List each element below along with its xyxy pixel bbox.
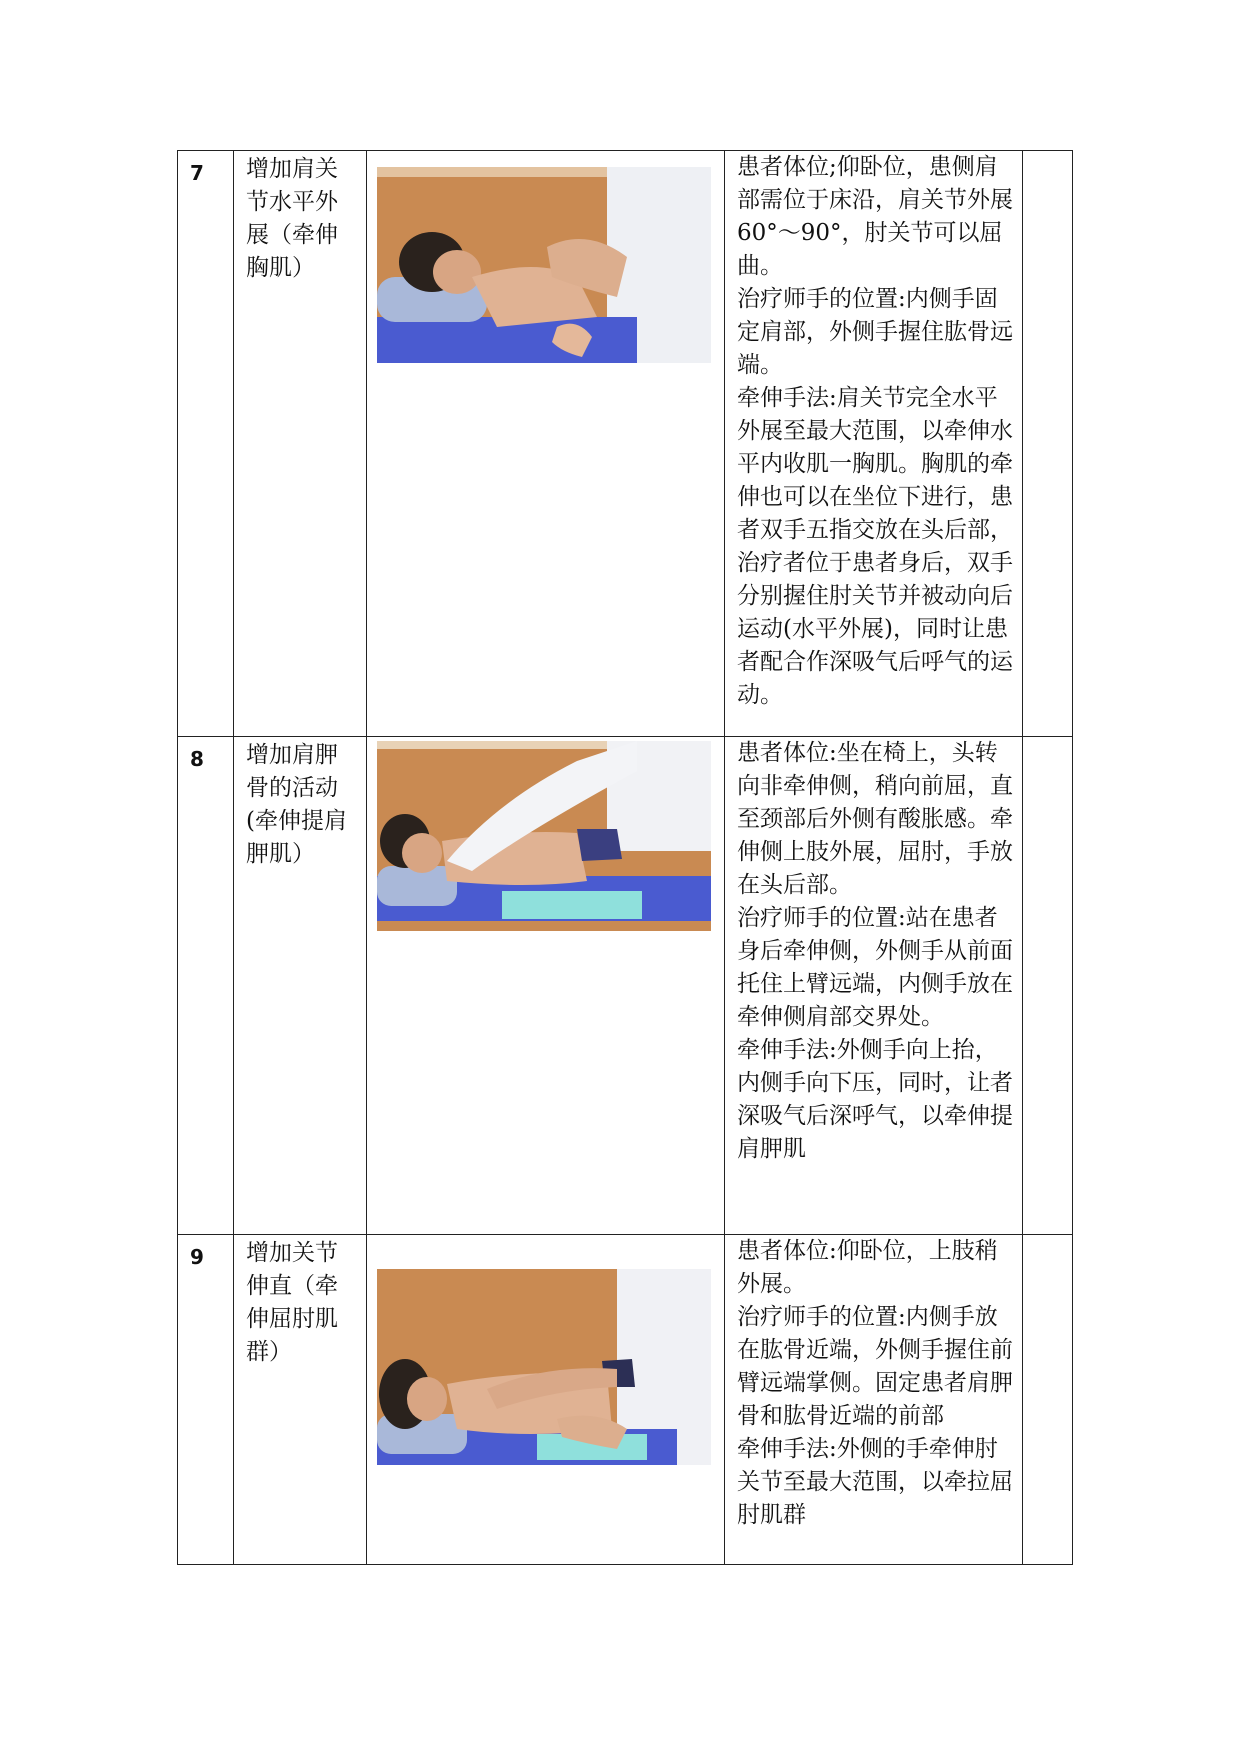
therapist-hand-position: 治疗师手的位置:内侧手放在肱骨近端，外侧手握住前臂远端掌侧。固定患者肩胛骨和肱骨近端的前部 <box>737 1304 1013 1429</box>
row-description <box>725 737 1022 1166</box>
row-title: 增加肩关 节水平外 展（牵伸 胸肌） <box>246 156 338 281</box>
therapist-hand-position: 治疗师手的位置:站在患者身后牵伸侧，外侧手从前面托住上臂远端，内侧手放在牵伸侧肩部交界处。 <box>737 905 1013 1030</box>
stretch-technique: 牵伸手法:肩关节完全水平外展至最大范围，以牵伸水平内收肌一胸肌。胸肌的牵伸也可以在坐位下进行，患者双手五指交放在头后部，治疗者位于患者身后，双手分别握住肘关节并被动向后运动(水平外展)，同时让患者配合作深吸气后呼气的运动。 <box>737 385 1013 708</box>
row-number: 7 <box>190 161 204 185</box>
row-title: 增加肩胛 骨的活动 (牵伸提肩 胛肌） <box>246 742 347 867</box>
patient-position: 患者体位:坐在椅上，头转向非牵伸侧，稍向前屈，直至颈部后外侧有酸胀感。牵伸侧上肢外展，屈肘，手放在头后部。 <box>737 740 1013 898</box>
row-title: 增加关节 伸直（牵 伸屈肘肌 群） <box>246 1240 338 1365</box>
levator-scapulae-stretch-photo <box>377 741 711 931</box>
table-row <box>178 151 1073 737</box>
patient-position: 患者体位;仰卧位，患侧肩部需位于床沿，肩关节外展60°～90°，肘关节可以屈曲。 <box>737 154 1013 279</box>
row-number: 8 <box>190 747 204 771</box>
stretch-technique: 牵伸手法:外侧的手牵伸肘关节至最大范围，以牵拉屈肘肌群 <box>737 1436 1013 1528</box>
row-description <box>725 151 1022 712</box>
therapist-hand-position: 治疗师手的位置:内侧手固定肩部，外侧手握住肱骨远端。 <box>737 286 1013 378</box>
row-number: 9 <box>190 1245 204 1269</box>
stretch-technique: 牵伸手法:外侧手向上抬，内侧手向下压，同时，让者深吸气后深呼气，以牵伸提肩胛肌 <box>737 1037 1013 1162</box>
chest-stretch-photo <box>377 167 711 363</box>
table-row <box>178 737 1073 1235</box>
row-description <box>725 1235 1022 1532</box>
elbow-flexor-stretch-photo <box>377 1269 711 1465</box>
patient-position: 患者体位:仰卧位，上肢稍外展。 <box>737 1238 998 1297</box>
table-row <box>178 1235 1073 1565</box>
stretching-table <box>177 150 1073 1565</box>
